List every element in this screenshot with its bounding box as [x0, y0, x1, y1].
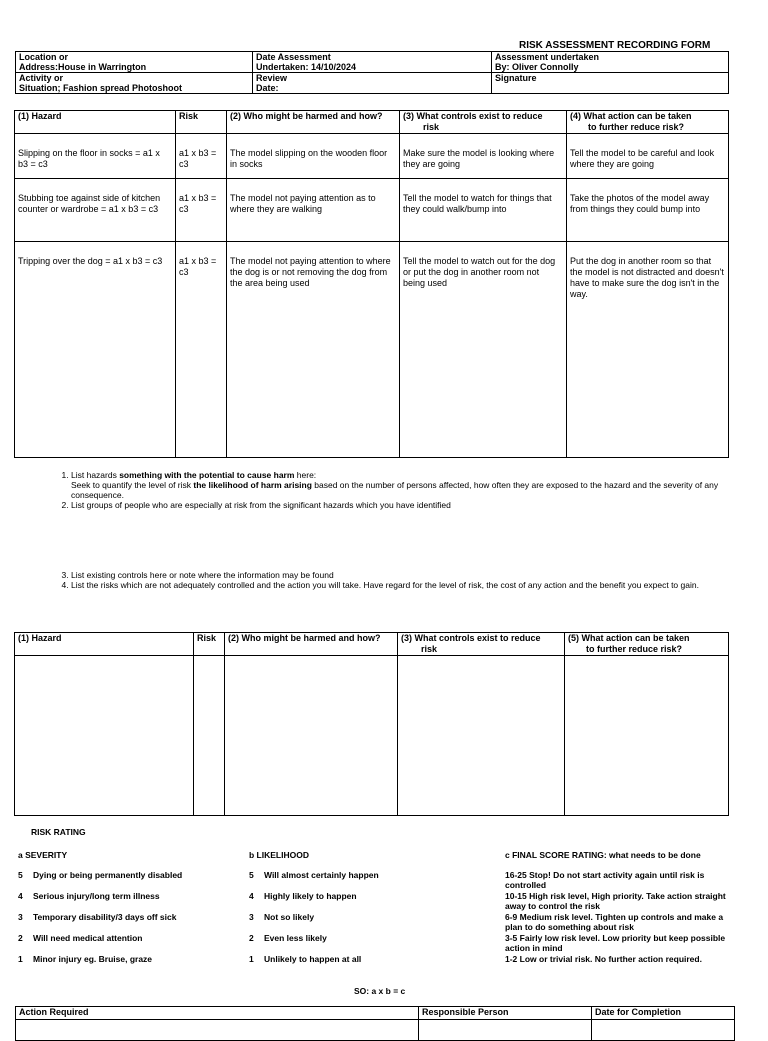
severity-num: 2	[18, 933, 23, 943]
assessment-cell	[492, 52, 729, 73]
likelihood-num: 1	[249, 954, 254, 964]
action-cell: Tell the model to be careful and look where they are going	[567, 134, 729, 179]
risk-table-1	[14, 110, 729, 458]
date-for-completion-cell[interactable]	[592, 1020, 735, 1041]
final-score-title: c FINAL SCORE RATING: what needs to be done	[505, 850, 701, 860]
risk-header: Risk	[176, 111, 227, 134]
review-label: Review	[256, 73, 288, 83]
note-2: 2. List groups of people who are especially at risk from the significant hazards which you have identified	[71, 500, 735, 510]
date-for-completion-header: Date for Completion	[592, 1007, 735, 1020]
action-cell: Take the photos of the model away from things they could bump into	[567, 179, 729, 242]
signature-label: Signature	[495, 73, 537, 83]
severity-title: a SEVERITY	[18, 850, 68, 860]
severity-text: Temporary disability/3 days off sick	[33, 912, 177, 922]
notes-block-1	[55, 470, 735, 510]
note-1-bold: something with the potential to cause harm	[119, 470, 295, 480]
severity-text: Will need medical attention	[33, 933, 143, 943]
likelihood-item	[249, 870, 379, 880]
severity-item	[18, 912, 176, 922]
final-score-item: 16-25 Stop! Do not start activity again until risk is controlled	[505, 870, 705, 890]
risk-cell: a1 x b3 = c3	[176, 134, 227, 179]
responsible-person-cell[interactable]	[419, 1020, 592, 1041]
who-cell: The model not paying attention as to where they are walking	[227, 179, 400, 242]
controls-header	[400, 111, 567, 134]
who-cell: The model slipping on the wooden floor in socks	[227, 134, 400, 179]
likelihood-item	[249, 933, 327, 943]
likelihood-item	[249, 891, 357, 901]
severity-text: Minor injury eg. Bruise, graze	[33, 954, 153, 964]
final-score-item: 6-9 Medium risk level. Tighten up controls and make a plan to do something about risk	[505, 912, 724, 932]
note-3: 3. List existing controls here or note where the information may be found	[71, 570, 735, 580]
who-header: (2) Who might be harmed and how?	[225, 633, 398, 656]
responsible-person-header: Responsible Person	[419, 1007, 592, 1020]
likelihood-text: Highly likely to happen	[264, 891, 357, 901]
note-1-sub-end: based on the number of persons affected, how often they are exposed to the hazard and the severity of any consequence.	[71, 480, 719, 500]
header-table	[15, 51, 729, 94]
severity-text: Dying or being permanently disabled	[33, 870, 183, 880]
note-1-sub-text: Seek to quantify the level of risk	[71, 480, 194, 490]
likelihood-text: Will almost certainly happen	[264, 870, 379, 880]
controls-cell[interactable]	[398, 656, 565, 816]
final-score-item: 1-2 Low or trivial risk. No further action required.	[505, 954, 702, 964]
activity-label: Activity or	[19, 73, 64, 83]
action-header-line1: (4) What action can be taken	[570, 111, 692, 121]
severity-num: 3	[18, 912, 23, 922]
controls-header-line2: risk	[421, 644, 438, 654]
notes-block-2	[55, 570, 735, 590]
action-cell: Put the dog in another room so that the model is not distracted and doesn't have to make sure the dog isn't in the way.	[567, 242, 729, 458]
situation-value: Situation; Fashion spread Photoshoot	[19, 83, 182, 93]
controls-cell: Tell the model to watch for things that they could walk/bump into	[400, 179, 567, 242]
who-header: (2) Who might be harmed and how?	[227, 111, 400, 134]
location-label: Location or	[19, 52, 68, 62]
assessment-by: By: Oliver Connolly	[495, 62, 579, 72]
action-cell[interactable]	[565, 656, 729, 816]
hazard-cell: Slipping on the floor in socks = a1 x b3 = c3	[15, 134, 176, 179]
controls-cell: Make sure the model is looking where they are going	[400, 134, 567, 179]
assessment-label: Assessment undertaken	[495, 52, 600, 62]
action-header-line2: to further reduce risk?	[586, 644, 683, 654]
risk-table-2	[14, 632, 729, 816]
who-cell[interactable]	[225, 656, 398, 816]
controls-header-line1: (3) What controls exist to reduce	[401, 633, 541, 643]
review-cell	[253, 73, 492, 94]
hazard-cell: Tripping over the dog = a1 x b3 = c3	[15, 242, 176, 458]
note-1-sub-bold: the likelihood of harm arising	[193, 480, 312, 490]
final-score-item: 10-15 High risk level, High priority. Take action straight away to control the risk	[505, 891, 726, 911]
action-header	[565, 633, 729, 656]
likelihood-text: Even less likely	[264, 933, 327, 943]
action-required-cell[interactable]	[16, 1020, 419, 1041]
risk-cell: a1 x b3 = c3	[176, 242, 227, 458]
likelihood-num: 4	[249, 891, 254, 901]
hazard-cell: Stubbing toe against side of kitchen counter or wardrobe = a1 x b3 = c3	[15, 179, 176, 242]
address-value: Address:House in Warrington	[19, 62, 147, 72]
note-1-text: List hazards	[71, 470, 120, 480]
likelihood-title: b LIKELIHOOD	[249, 850, 309, 860]
controls-header-line2: risk	[423, 122, 440, 132]
risk-cell: a1 x b3 = c3	[176, 179, 227, 242]
severity-item	[18, 891, 160, 901]
activity-cell	[16, 73, 253, 94]
note-1-end: here:	[294, 470, 317, 480]
action-required-header: Action Required	[16, 1007, 419, 1020]
likelihood-item	[249, 954, 361, 964]
severity-num: 4	[18, 891, 23, 901]
formula: SO: a x b = c	[354, 986, 406, 996]
severity-num: 1	[18, 954, 23, 964]
note-1	[71, 470, 735, 500]
action-header	[567, 111, 729, 134]
date-value: Undertaken: 14/10/2024	[256, 62, 357, 72]
form-title: RISK ASSESSMENT RECORDING FORM	[519, 40, 711, 51]
severity-item	[18, 954, 152, 964]
likelihood-num: 5	[249, 870, 254, 880]
risk-cell[interactable]	[194, 656, 225, 816]
likelihood-text: Unlikely to happen at all	[264, 954, 362, 964]
date-cell	[253, 52, 492, 73]
final-score-item: 3-5 Fairly low risk level. Low priority but keep possible action in mind	[505, 933, 726, 953]
severity-num: 5	[18, 870, 23, 880]
likelihood-text: Not so likely	[264, 912, 315, 922]
hazard-cell[interactable]	[15, 656, 194, 816]
severity-item	[18, 870, 182, 880]
likelihood-num: 3	[249, 912, 254, 922]
action-header-line1: (5) What action can be taken	[568, 633, 690, 643]
severity-text: Serious injury/long term illness	[33, 891, 160, 901]
severity-item	[18, 933, 143, 943]
controls-cell: Tell the model to watch out for the dog or put the dog in another room not being used	[400, 242, 567, 458]
risk-rating-title: RISK RATING	[31, 827, 86, 837]
who-cell: The model not paying attention to where the dog is or not removing the dog from the area being used	[227, 242, 400, 458]
date-label: Date Assessment	[256, 52, 331, 62]
note-1-sub	[71, 480, 735, 500]
likelihood-item	[249, 912, 314, 922]
hazard-header: (1) Hazard	[15, 633, 194, 656]
action-header-line2: to further reduce risk?	[588, 122, 685, 132]
likelihood-num: 2	[249, 933, 254, 943]
risk-header: Risk	[194, 633, 225, 656]
controls-header	[398, 633, 565, 656]
location-cell	[16, 52, 253, 73]
note-4: 4. List the risks which are not adequately controlled and the action you will take. Have regard for the level of risk, the cost of any action and the benefit you expect to gain.	[71, 580, 735, 590]
hazard-header: (1) Hazard	[15, 111, 176, 134]
controls-header-line1: (3) What controls exist to reduce	[403, 111, 543, 121]
review-date: Date:	[256, 83, 279, 93]
signature-cell	[492, 73, 729, 94]
